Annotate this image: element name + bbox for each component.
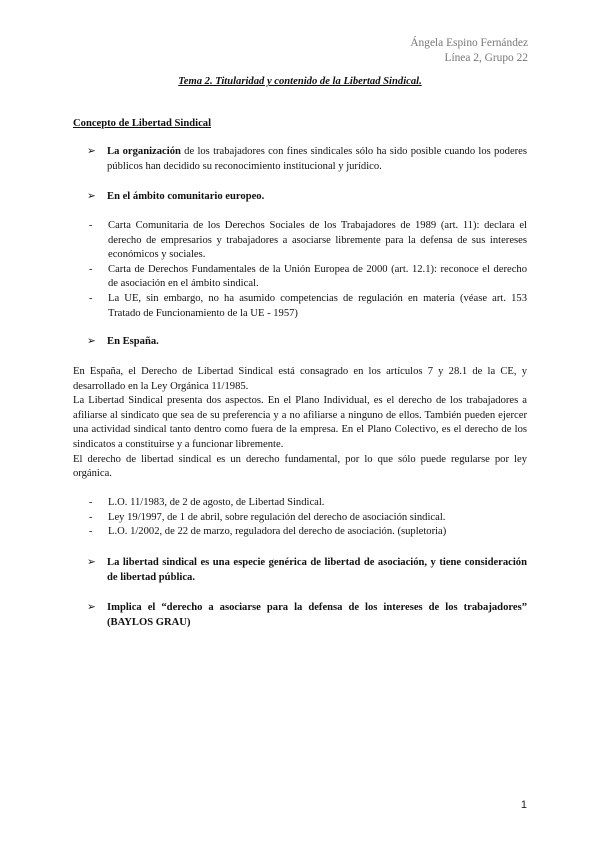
- arrow-item-bold-lead: La organización: [107, 146, 181, 157]
- list-item: - Ley 19/1997, de 1 de abril, sobre regulación del derecho de asociación sindical.: [89, 511, 527, 526]
- dash-bullet: -: [89, 292, 93, 304]
- arrow-item-ambito-europeo: [89, 190, 527, 205]
- group-info: Línea 2, Grupo 22: [444, 51, 528, 64]
- laws-list: [89, 496, 527, 540]
- arrow-item-organizacion: [89, 145, 527, 174]
- arrow-bullet-icon: ➢: [87, 191, 96, 202]
- dash-bullet: -: [89, 511, 93, 523]
- european-charters-list: [89, 219, 527, 321]
- paragraph: El derecho de libertad sindical es un derecho fundamental, por lo que sólo puede regularse por ley orgánica.: [73, 453, 527, 480]
- arrow-bullet-icon: ➢: [87, 602, 96, 613]
- dash-bullet: -: [89, 263, 93, 275]
- dash-bullet: -: [89, 497, 93, 508]
- arrow-bullet-icon: ➢: [87, 146, 96, 157]
- arrow-item-text: de los trabajadores con fines sindicales sólo ha sido posible cuando los poderes públicos han decidido su reconocimiento institucional y jurídico.: [107, 146, 527, 172]
- author-name: Ángela Espino Fernández: [410, 37, 528, 49]
- page-number: 1: [520, 799, 527, 811]
- arrow-bullet-icon: ➢: [87, 336, 96, 347]
- arrow-bullet-icon: ➢: [87, 557, 96, 568]
- arrow-item-statement: La libertad sindical es una especie genérica de libertad de asociación, y tiene consideración de libertad pública.: [107, 557, 527, 583]
- arrow-item-espana: [89, 335, 527, 350]
- dash-bullet: -: [89, 526, 93, 538]
- list-item: - Carta de Derechos Fundamentales de la Unión Europea de 2000 (art. 12.1): reconoce el derecho de asociación en el ámbito sindical.: [89, 263, 527, 290]
- arrow-item-statement: Implica el “derecho a asociarse para la defensa de los intereses de los trabajadores” (BAYLOS GRAU): [107, 602, 527, 628]
- arrow-item-baylos-grau: [89, 601, 527, 630]
- list-item: - L.O. 11/1983, de 2 de agosto, de Libertad Sindical.: [89, 496, 527, 511]
- body-paragraphs: [73, 365, 527, 482]
- list-item: - L.O. 1/2002, de 22 de marzo, reguladora del derecho de asociación. (supletoria): [89, 525, 527, 540]
- dash-bullet: -: [89, 220, 93, 231]
- arrow-item-heading: En España.: [107, 336, 159, 347]
- paragraph: La Libertad Sindical presenta dos aspectos. En el Plano Individual, es el derecho de los trabajadores a afiliarse al sindicato que sea de su preferencia y a no afiliarse a ninguno de ellos. También pueden ejercer una actividad sindical tanto dentro como fuera de la empresa. En el Plano Colectivo, es el derecho de los sindicatos a constituirse y a funcionar libremente.: [73, 395, 527, 450]
- list-item: - Carta Comunitaria de los Derechos Sociales de los Trabajadores de 1989 (art. 11): declara el derecho de empresarios y trabajadores a asociarse libremente para la defensa de sus intereses económicos y sociales.: [89, 220, 527, 261]
- list-item: - La UE, sin embargo, no ha asumido competencias de regulación en materia (véase art. 153 Tratado de Funcionamiento de la UE - 1957): [89, 292, 527, 319]
- section-title: Concepto de Libertad Sindical: [73, 118, 212, 129]
- paragraph: En España, el Derecho de Libertad Sindical está consagrado en los artículos 7 y 28.1 de la CE, y desarrollado en la Ley Orgánica 11/1985.: [73, 366, 527, 392]
- arrow-item-especie-generica: [89, 556, 527, 585]
- document-title: Tema 2. Titularidad y contenido de la Libertad Sindical.: [178, 76, 422, 87]
- page-header: [410, 36, 528, 65]
- arrow-item-heading: En el ámbito comunitario europeo.: [107, 191, 265, 202]
